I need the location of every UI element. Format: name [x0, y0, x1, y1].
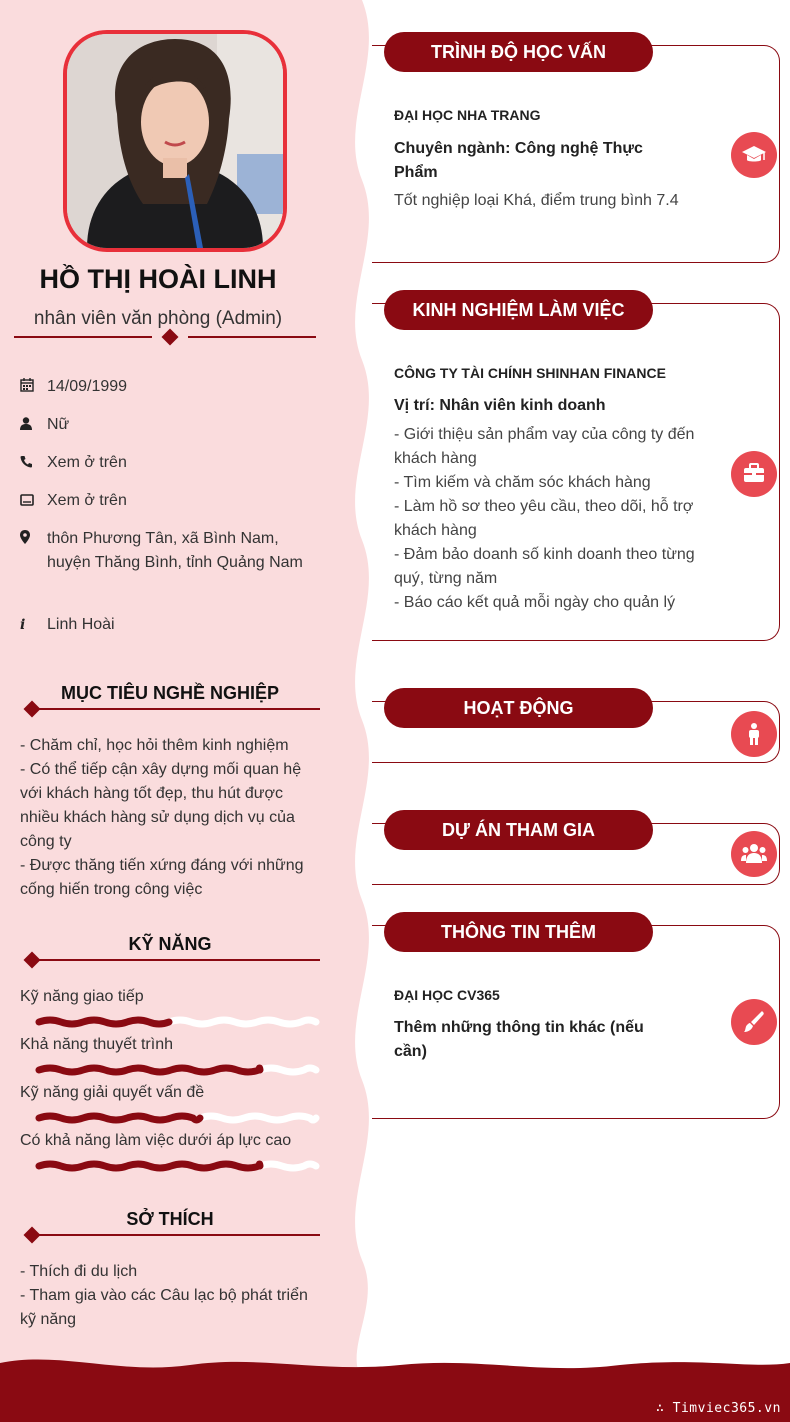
group-icon: [731, 831, 777, 877]
additional-heading: THÔNG TIN THÊM: [384, 912, 653, 952]
objective-heading: [20, 683, 320, 713]
skill-bar: [35, 1016, 320, 1028]
activities-heading: HOẠT ĐỘNG: [384, 688, 653, 728]
objective-title: MỤC TIÊU NGHỀ NGHIỆP: [60, 683, 279, 703]
skills-title: KỸ NĂNG: [128, 934, 212, 954]
paintbrush-icon: [731, 999, 777, 1045]
skills-heading: [20, 934, 320, 964]
skill-name: Kỹ năng giao tiếp: [20, 988, 144, 1005]
skill-name: Có khả năng làm việc dưới áp lực cao: [20, 1132, 292, 1149]
experience-heading: KINH NGHIỆM LÀM VIỆC: [384, 290, 653, 330]
education-school: ĐẠI HỌC NHA TRANG: [394, 107, 541, 123]
projects-heading: DỰ ÁN THAM GIA: [384, 810, 653, 850]
email-icon: [20, 489, 47, 513]
skill-bar: [35, 1112, 320, 1124]
title-divider-diamond: [162, 329, 179, 346]
phone: Xem ở trên: [47, 454, 127, 471]
social-name: Linh Hoài: [47, 616, 115, 633]
watermark-text: Timviec365.vn: [672, 1401, 781, 1416]
skill-bar-fill: [39, 1068, 260, 1072]
skill-bar-remaining: [260, 1068, 316, 1072]
skill-bar: [35, 1160, 320, 1172]
location-icon: [20, 527, 47, 575]
watermark-icon: ∴: [656, 1401, 673, 1416]
birthdate: 14/09/1999: [47, 378, 128, 395]
social-row: [20, 613, 320, 637]
skills-divider: [32, 959, 320, 961]
hobbies-divider: [32, 1234, 320, 1236]
skill-bar-remaining: [169, 1020, 316, 1024]
full-name: HỒ THỊ HOÀI LINH: [39, 264, 277, 294]
phone-icon: [20, 451, 47, 475]
education-major: Chuyên ngành: Công nghệ Thực Phẩm: [394, 140, 643, 181]
title-divider-left: [14, 336, 152, 338]
experience-position: Vị trí: Nhân viên kinh doanh: [394, 397, 606, 414]
objective-text: - Chăm chỉ, học hỏi thêm kinh nghiệm - Có thể tiếp cận xây dựng mối quan hệ với khách hàng tốt đẹp, thu hút được nhiều khách hàng sử dụng dịch vụ của công ty - Được thăng tiến xứng đáng với những cống hiến trong công việc: [20, 737, 304, 898]
person-icon: [731, 711, 777, 757]
skill-bar-fill: [39, 1116, 200, 1120]
email-row: [20, 489, 320, 513]
briefcase-icon: [731, 451, 777, 497]
job-title: nhân viên văn phòng (Admin): [33, 308, 283, 329]
hobbies-text: - Thích đi du lịch - Tham gia vào các Câu lạc bộ phát triển kỹ năng: [20, 1263, 308, 1328]
experience-detail: - Giới thiệu sản phẩm vay của công ty đến khách hàng - Tìm kiếm và chăm sóc khách hàng - Làm hồ sơ theo yêu cầu, theo dõi, hỗ trợ khách hàng - Đảm bảo doanh số kinh doanh theo từng quý, từng năm - Báo cáo kết quả mỗi ngày cho quản lý: [394, 426, 695, 611]
education-detail: Tốt nghiệp loại Khá, điểm trung bình 7.4: [394, 192, 679, 209]
user-icon: [20, 413, 47, 437]
skill-bar-fill: [39, 1020, 169, 1024]
skill-bar-remaining: [200, 1116, 316, 1120]
additional-text: Thêm những thông tin khác (nếu cần): [394, 1019, 644, 1060]
title-divider-right: [188, 336, 316, 338]
address-row: [20, 527, 320, 575]
hobbies-heading: [20, 1209, 320, 1239]
skill-bar: [35, 1064, 320, 1076]
gender-row: [20, 413, 320, 437]
calendar-icon: [20, 375, 47, 399]
additional-org: ĐẠI HỌC CV365: [394, 987, 500, 1003]
objective-divider: [32, 708, 320, 710]
experience-company: CÔNG TY TÀI CHÍNH SHINHAN FINANCE: [394, 365, 666, 381]
skill-bar-fill: [39, 1164, 260, 1168]
gender: Nữ: [47, 416, 70, 433]
skill-name: Khả năng thuyết trình: [20, 1036, 173, 1053]
birthdate-row: [20, 375, 320, 399]
phone-row: [20, 451, 320, 475]
avatar: [63, 30, 287, 252]
email: Xem ở trên: [47, 492, 127, 509]
hobbies-title: SỞ THÍCH: [126, 1209, 214, 1229]
info-icon: i: [20, 617, 26, 633]
address: thôn Phương Tân, xã Bình Nam, huyện Thăng Bình, tỉnh Quảng Nam: [47, 530, 303, 571]
education-heading: TRÌNH ĐỘ HỌC VẤN: [384, 32, 653, 72]
skill-name: Kỹ năng giải quyết vấn đề: [20, 1084, 205, 1101]
watermark: [656, 1401, 781, 1416]
graduation-cap-icon: [731, 132, 777, 178]
sidebar: [0, 0, 340, 1360]
skill-bar-remaining: [260, 1164, 316, 1168]
avatar-photo: [67, 34, 283, 248]
